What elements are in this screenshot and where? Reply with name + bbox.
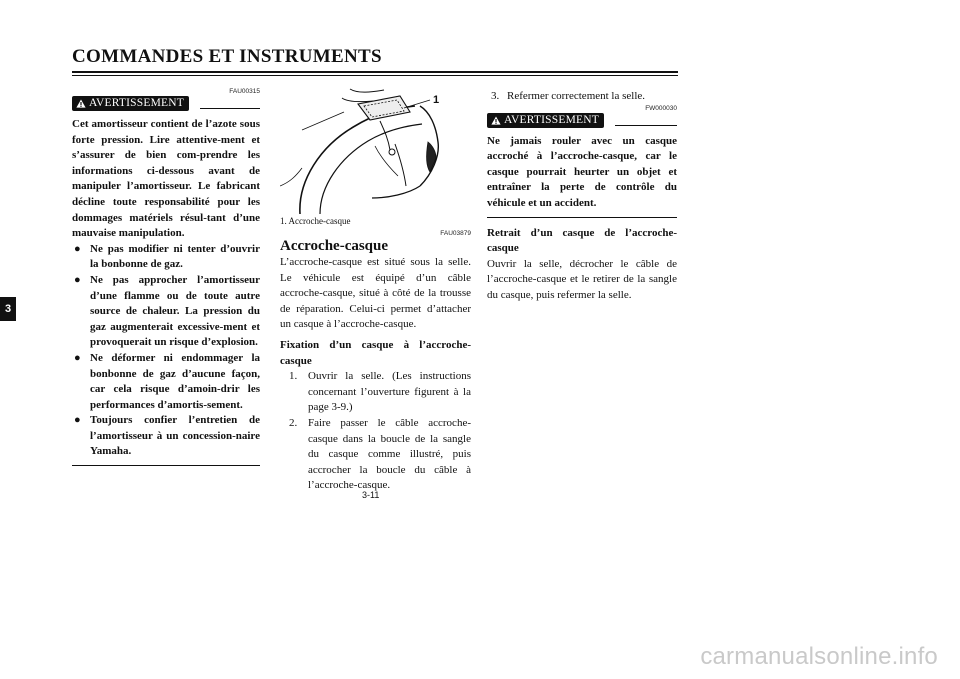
list-item <box>280 369 471 416</box>
step-number: 3. <box>491 90 500 102</box>
list-item <box>487 89 677 105</box>
middle-column <box>280 86 471 494</box>
section-body: Ouvrir la selle, décrocher le câble de l’accroche-casque et le retirer de la sangle du casque, puis refermer la selle. <box>487 257 677 301</box>
step-text: Ouvrir la selle. (Les instructions concernant l’ouverture figurent à la page 3-9.) <box>308 370 471 414</box>
reference-code: FAU00315 <box>229 88 260 95</box>
header-rule-thin <box>72 75 678 76</box>
list-item <box>72 351 260 413</box>
warning-label: AVERTISSEMENT <box>504 113 599 126</box>
bullet-icon: ● <box>74 414 81 427</box>
subsection-title: Fixation d’un casque à l’accroche-casque <box>280 338 471 367</box>
reference-code: FW000030 <box>645 104 677 112</box>
bullet-icon: ● <box>74 351 81 364</box>
step-number: 2. <box>289 416 298 429</box>
bullet-text: Toujours confier l’entretien de l’amortisseur à un concession-naire Yamaha. <box>90 414 260 458</box>
steps-list <box>487 89 677 105</box>
warning-text: Cet amortisseur contient de l’azote sous forte pression. Lire attentive-ment et s’assurer de bien com-prendre les informations ci-dessous avant de manipuler l’amortisseur. Le fabricant décline toute responsabilité pour les dommages matériels résul-tant d’une mauvaise manipulation. <box>72 118 260 240</box>
header-rule <box>72 71 678 73</box>
list-item <box>280 416 471 494</box>
chapter-tab: 3 <box>0 297 16 321</box>
warning-header-rule <box>200 108 260 109</box>
bullet-text: Ne déformer ni endommager la bonbonne de gaz d’aucune façon, car cela risque d’amoin-drir les performances d’amortis-sement. <box>90 351 260 411</box>
right-column <box>487 89 677 304</box>
list-item <box>72 273 260 351</box>
helmet-holder-illustration <box>280 86 471 214</box>
warning-badge <box>72 96 189 111</box>
section-body: L’accroche-casque est situé sous la selle. Le véhicule est équipé d’un câble accroche-casque, situé à côté de la trousse de réparation. Celui-ci permet d’attacher un casque à l’accroche-casque. <box>280 256 471 331</box>
page-header-title: COMMANDES ET INSTRUMENTS <box>72 46 382 67</box>
warning-end-rule <box>487 217 677 218</box>
warning-header <box>72 96 260 113</box>
warning-end-rule <box>72 465 260 466</box>
warning-header-rule <box>615 125 677 126</box>
step-text: Refermer correctement la selle. <box>507 90 646 102</box>
bullet-icon: ● <box>74 242 81 255</box>
bullet-text: Ne pas approcher l’amortisseur d’une flamme ou de toute autre source de chaleur. La pression du gaz augmenterait excessive-ment et provoquerait un risque d’explosion. <box>90 273 260 349</box>
page-number: 3-11 <box>362 490 380 500</box>
reference-code: FAU03879 <box>440 230 471 237</box>
warning-text: Ne jamais rouler avec un casque accroché à l’accroche-casque, car le casque pourrait heurter un objet et entraîner la perte de contrôle du véhicule et un accident. <box>487 134 677 209</box>
warning-label: AVERTISSEMENT <box>89 97 184 109</box>
steps-list <box>280 369 471 494</box>
list-item <box>72 242 260 273</box>
list-item <box>72 413 260 460</box>
warning-triangle-icon <box>76 99 86 108</box>
step-text: Faire passer le câble accroche-casque dans la boucle de la sangle du casque comme illustré, puis accrocher la boucle du câble à l’accroche-casque. <box>308 416 471 492</box>
helmet-holder-figure <box>280 86 471 214</box>
warning-triangle-icon <box>491 116 501 125</box>
warning-header <box>487 113 677 130</box>
watermark: carmanualsonline.info <box>700 643 938 670</box>
warning-bullet-list <box>72 242 260 460</box>
step-number: 1. <box>289 370 298 383</box>
bullet-text: Ne pas modifier ni tenter d’ouvrir la bonbonne de gaz. <box>90 242 260 271</box>
warning-badge <box>487 113 604 128</box>
section-title: Accroche-casque <box>280 238 389 254</box>
left-column <box>72 88 260 466</box>
figure-caption: 1. Accroche-casque <box>280 216 351 226</box>
figure-callout-number: 1 <box>433 94 440 106</box>
subsection-title: Retrait d’un casque de l’accroche-casque <box>487 226 677 255</box>
bullet-icon: ● <box>74 273 81 286</box>
